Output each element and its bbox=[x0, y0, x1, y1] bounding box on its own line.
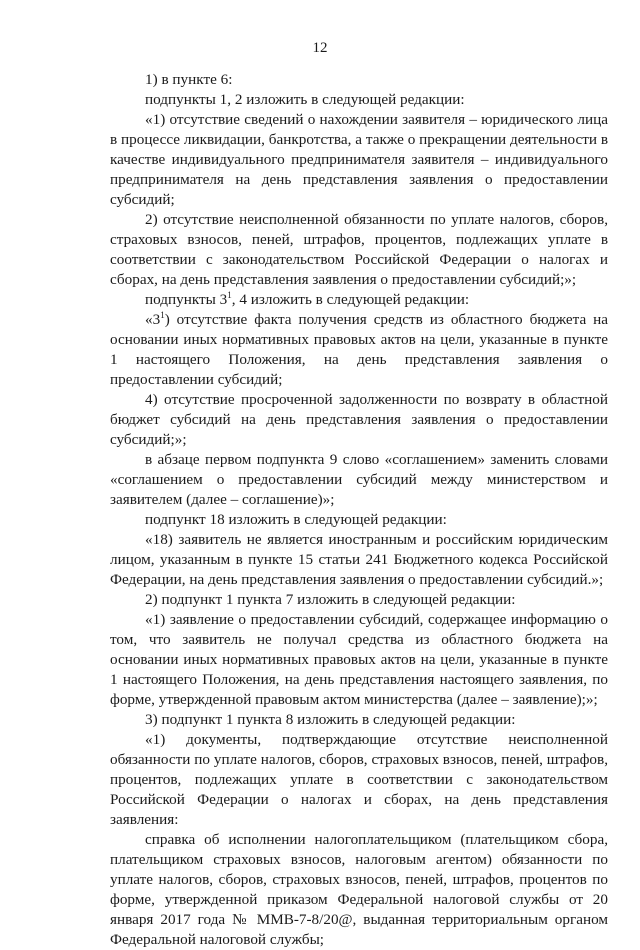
superscript: 1 bbox=[227, 290, 232, 300]
page-number: 12 bbox=[312, 40, 328, 56]
superscript: 1 bbox=[160, 310, 165, 320]
paragraph: 1) в пункте 6: bbox=[145, 71, 233, 88]
paragraph: 2) подпункт 1 пункта 7 изложить в следующей редакции: bbox=[145, 591, 516, 608]
paragraph: «1) заявление о предоставлении субсидий, содержащее информацию о том, что заявитель не получал средства из областного бюджета на основании иных нормативных правовых актов на цели, указанные в пункте 1 настоящего Положения, на день представления настоящего заявления, по форме, утвержденной правовым актом министерства (далее – заявление);»; bbox=[110, 611, 608, 708]
paragraph: 4) отсутствие просроченной задолженности по возврату в областной бюджет субсидий на день представления заявления о предоставлении субсидий;»; bbox=[110, 391, 608, 448]
paragraph: подпункты 1, 2 изложить в следующей редакции: bbox=[145, 91, 465, 108]
paragraph: 3) подпункт 1 пункта 8 изложить в следующей редакции: bbox=[145, 711, 516, 728]
paragraph: справка об исполнении налогоплательщиком (плательщиком сбора, плательщиком страховых взносов, налоговым агентом) обязанности по уплате налогов, сборов, страховых взносов, пеней, штрафов, процентов по форме, утвержденной приказом Федеральной налоговой службы от 20 января 2017 года № ММВ-7-8/20@, выданная территориальным органом Федеральной налоговой службы; bbox=[110, 831, 608, 948]
paragraph: «18) заявитель не является иностранным и российским юридическим лицом, указанным в пункте 15 статьи 241 Бюджетного кодекса Российской Федерации, на день представления заявления о предоставлении субсидий.»; bbox=[110, 531, 608, 588]
paragraph: «1) документы, подтверждающие отсутствие неисполненной обязанности по уплате налогов, сборов, страховых взносов, пеней, штрафов, процентов, подлежащих уплате в соответствии с законодательством Российской Федерации о налогах и сборах, на день представления заявления: bbox=[110, 731, 608, 828]
paragraph: в абзаце первом подпункта 9 слово «соглашением» заменить словами «соглашением о предоставлении субсидий между министерством и заявителем (далее – соглашение)»; bbox=[110, 451, 608, 508]
paragraph: «1) отсутствие сведений о нахождении заявителя – юридического лица в процессе ликвидации, банкротства, а также о прекращении деятельности в качестве индивидуального предпринимателя заявителя – индивидуального предпринимателя на день представления заявления о предоставлении субсидий; bbox=[110, 111, 608, 208]
paragraph: подпункты $3^1$, 4 изложить в следующей редакции: bbox=[145, 290, 470, 308]
paragraph: подпункт 18 изложить в следующей редакции: bbox=[145, 511, 447, 528]
document-body bbox=[110, 70, 608, 950]
paragraph: 2) отсутствие неисполненной обязанности по уплате налогов, сборов, страховых взносов, пеней, штрафов, процентов, подлежащих уплате в соответствии с законодательством Российской Федерации о налогах и сборах, на день представления заявления о предоставлении субсидий;»; bbox=[110, 211, 608, 288]
paragraph: «$3^1$) отсутствие факта получения средств из областного бюджета на основании иных нормативных правовых актов на цели, указанные в пункте 1 настоящего Положения, на день представления заявления о предоставлении субсидий; bbox=[110, 310, 608, 388]
